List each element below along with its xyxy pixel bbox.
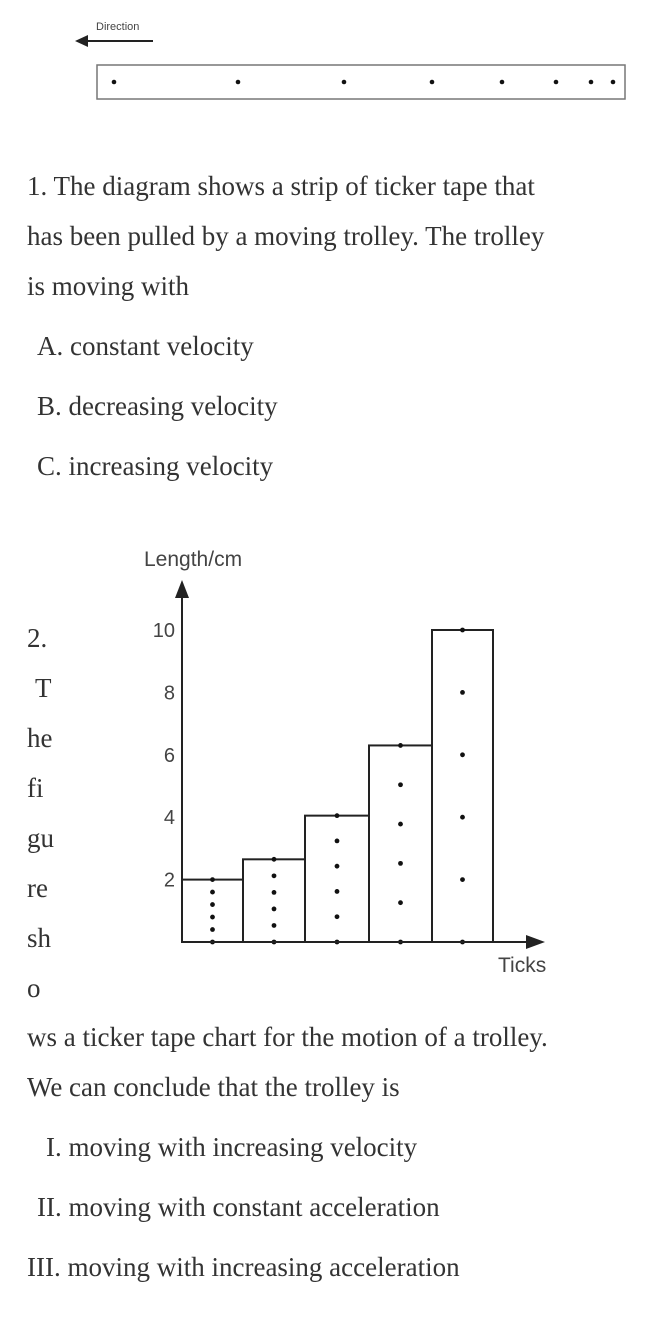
q2-text-fragment: o — [27, 973, 41, 1003]
strip-dot — [210, 902, 215, 907]
strip-dot — [335, 889, 340, 894]
strip-dot — [335, 813, 340, 818]
y-tick-label: 8 — [163, 682, 175, 705]
q2-option-i[interactable]: I. moving with increasing velocity — [46, 1132, 418, 1162]
strip-dot — [335, 914, 340, 919]
tape-dot — [611, 80, 616, 85]
x-axis-label: Ticks — [498, 954, 547, 977]
strip-dot — [460, 752, 465, 757]
strip-dot — [272, 923, 277, 928]
strip-dot — [210, 877, 215, 882]
strip-dot — [272, 873, 277, 878]
tape-dot — [430, 80, 435, 85]
y-tick-label: 2 — [163, 869, 175, 892]
bar-strip-1 — [182, 880, 243, 942]
strip-dot — [210, 940, 215, 945]
y-tick-label: 10 — [152, 620, 175, 642]
strip-dot — [398, 822, 403, 827]
strip-dot — [398, 940, 403, 945]
bar-strip-3 — [305, 816, 369, 942]
strip-dot — [398, 782, 403, 787]
strip-dot — [272, 940, 277, 945]
y-axis-arrow-icon — [175, 580, 189, 598]
strip-dot — [398, 900, 403, 905]
strip-dot — [335, 839, 340, 844]
strip-dot — [210, 915, 215, 920]
tape-dot — [554, 80, 559, 85]
q1-option-a[interactable]: A. constant velocity — [37, 331, 254, 361]
q2-text-fragment: gu — [27, 823, 54, 853]
q2-option-iii[interactable]: III. moving with increasing acceleration — [27, 1252, 460, 1282]
strip-dot — [272, 857, 277, 862]
y-tick-label: 6 — [163, 744, 175, 767]
q2-text-fragment: fi — [27, 773, 44, 803]
q2-text-line: ws a ticker tape chart for the motion of a trolley. — [27, 1022, 548, 1052]
strip-dot — [335, 864, 340, 869]
q2-text-fragment: sh — [27, 923, 52, 953]
direction-label: Direction — [96, 21, 140, 33]
q2-text-fragment: re — [27, 873, 48, 903]
q2-text-fragment: T — [35, 673, 52, 703]
strip-dot — [460, 940, 465, 945]
direction-arrow-icon — [75, 35, 153, 47]
strip-dot — [460, 877, 465, 882]
strip-dot — [210, 890, 215, 895]
q1-text-line: has been pulled by a moving trolley. The trolley — [27, 221, 545, 251]
strip-dot — [335, 940, 340, 945]
q1-option-c[interactable]: C. increasing velocity — [37, 451, 274, 481]
strip-dot — [460, 628, 465, 633]
q2-text-fragment: he — [27, 723, 53, 753]
tape-dot — [589, 80, 594, 85]
strip-dot — [460, 690, 465, 695]
strip-dot — [272, 890, 277, 895]
strip-dot — [272, 907, 277, 912]
q1-text-line: is moving with — [27, 271, 190, 301]
y-axis-label: Length/cm — [144, 548, 243, 571]
y-tick-label: 4 — [163, 807, 175, 830]
bar-strip-2 — [243, 859, 305, 942]
q2-number: 2. — [27, 623, 48, 653]
bar-strip-5 — [432, 630, 493, 942]
bar-strip-4 — [369, 745, 432, 942]
q2-option-ii[interactable]: II. moving with constant acceleration — [37, 1192, 440, 1222]
strip-dot — [460, 815, 465, 820]
strip-dot — [210, 927, 215, 932]
ticker-tape-strip — [97, 65, 625, 99]
tape-dot — [236, 80, 241, 85]
tape-dot — [500, 80, 505, 85]
q1-text-line: 1. The diagram shows a strip of ticker tape that — [27, 171, 535, 201]
q2-text-line: We can conclude that the trolley is — [27, 1072, 400, 1102]
q1-option-b[interactable]: B. decreasing velocity — [37, 391, 278, 421]
tape-dot — [342, 80, 347, 85]
x-axis-arrow-icon — [526, 935, 545, 949]
strip-dot — [398, 743, 403, 748]
strip-dot — [398, 861, 403, 866]
ticker-tape-figure — [0, 0, 645, 110]
tape-dot — [112, 80, 117, 85]
